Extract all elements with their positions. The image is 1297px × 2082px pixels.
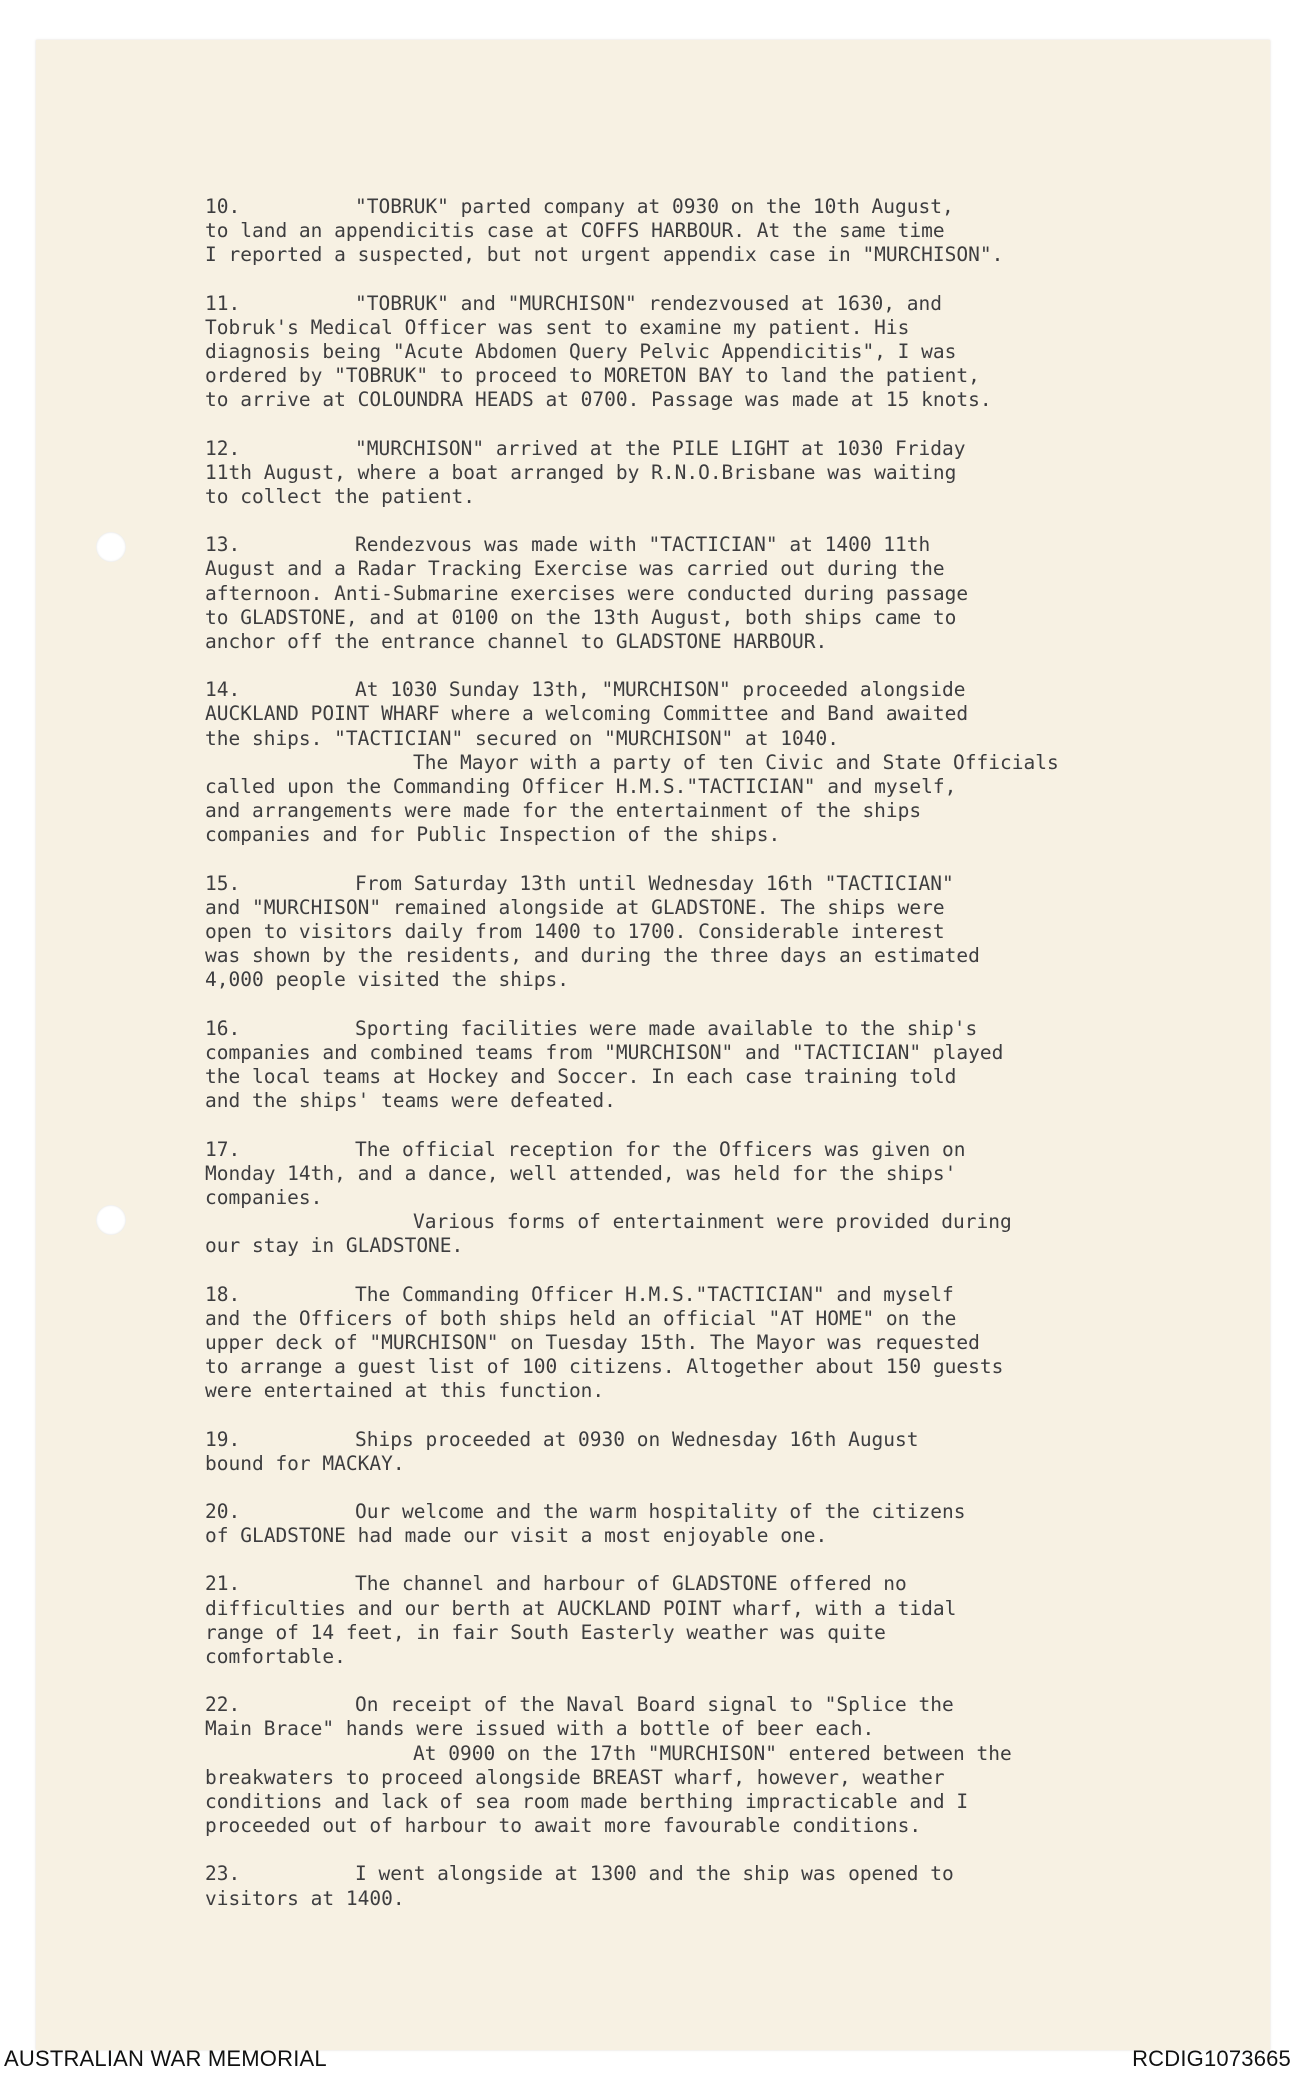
paragraph-line	[205, 630, 1265, 654]
paragraph-line	[205, 1790, 1265, 1814]
paragraph-line	[205, 1887, 1265, 1911]
paragraph-text: diagnosis being "Acute Abdomen Query Pelvic Appendicitis", I was	[205, 340, 957, 364]
paragraph-text: At 0900 on the 17th "MURCHISON" entered between the	[413, 1741, 1012, 1765]
paragraph-line	[205, 1766, 1265, 1790]
paragraph-text: to land an appendicitis case at COFFS HARBOUR. At the same time	[205, 219, 945, 243]
numbered-paragraph	[205, 1572, 1265, 1669]
paragraph-text: upper deck of "MURCHISON" on Tuesday 15th. The Mayor was requested	[205, 1330, 980, 1354]
paragraph-line	[205, 195, 1265, 219]
paragraph-text: On receipt of the Naval Board signal to "Splice the	[355, 1693, 954, 1717]
paragraph-text: "MURCHISON" arrived at the PILE LIGHT at 1030 Friday	[355, 436, 966, 460]
paragraph-number: 16.	[205, 1016, 241, 1040]
paragraph-text: to arrive at COLOUNDRA HEADS at 0700. Passage was made at 15 knots.	[205, 388, 992, 412]
paragraph-line	[205, 461, 1265, 485]
numbered-paragraph	[205, 1862, 1265, 1910]
archive-document-id: RCDIG1073665	[1132, 2046, 1291, 2071]
paragraph-text: AUCKLAND POINT WHARF where a welcoming Committee and Band awaited	[205, 702, 969, 726]
numbered-paragraph	[205, 1017, 1265, 1114]
paragraph-line	[205, 1210, 1265, 1234]
paragraph-line	[205, 1162, 1265, 1186]
paragraph-number: 17.	[205, 1137, 241, 1161]
paragraph-line	[205, 1428, 1265, 1452]
numbered-paragraph	[205, 678, 1265, 847]
paragraph-text: the local teams at Hockey and Soccer. In each case training told	[205, 1065, 957, 1089]
paragraph-number: 12.	[205, 436, 241, 460]
paragraph-text: comfortable.	[205, 1644, 346, 1668]
paragraph-line	[205, 292, 1265, 316]
paragraph-line	[205, 1355, 1265, 1379]
paragraph-text: I reported a suspected, but not urgent appendix case in "MURCHISON".	[205, 243, 1004, 267]
paragraph-text: At 1030 Sunday 13th, "MURCHISON" proceeded alongside	[355, 678, 966, 702]
paragraph-line	[205, 1379, 1265, 1403]
numbered-paragraph	[205, 195, 1265, 268]
paragraph-line	[205, 1041, 1265, 1065]
paragraph-line	[205, 437, 1265, 461]
paragraph-line	[205, 485, 1265, 509]
paragraph-line	[205, 316, 1265, 340]
paragraph-line	[205, 219, 1265, 243]
paragraph-text: to arrange a guest list of 100 citizens. Altogether about 150 guests	[205, 1355, 1004, 1379]
punch-hole	[96, 532, 126, 562]
paragraph-text: to GLADSTONE, and at 0100 on the 13th August, both ships came to	[205, 605, 957, 629]
paragraph-line	[205, 1283, 1265, 1307]
paragraph-text: Tobruk's Medical Officer was sent to examine my patient. His	[205, 315, 910, 339]
paragraph-line	[205, 364, 1265, 388]
paragraph-text: proceeded out of harbour to await more favourable conditions.	[205, 1814, 922, 1838]
paragraph-text: and the ships' teams were defeated.	[205, 1089, 616, 1113]
paragraph-line	[205, 1234, 1265, 1258]
paragraph-number: 19.	[205, 1427, 241, 1451]
paragraph-line	[205, 1621, 1265, 1645]
paragraph-text: Main Brace" hands were issued with a bottle of beer each.	[205, 1717, 875, 1741]
paragraph-line	[205, 727, 1265, 751]
archive-source-label: AUSTRALIAN WAR MEMORIAL	[4, 2046, 327, 2071]
paragraph-text: ordered by "TOBRUK" to proceed to MORETON BAY to land the patient,	[205, 364, 980, 388]
paragraph-line	[205, 1645, 1265, 1669]
numbered-paragraph	[205, 437, 1265, 510]
numbered-paragraph	[205, 292, 1265, 413]
paragraph-line	[205, 340, 1265, 364]
paragraph-text: bound for MACKAY.	[205, 1451, 405, 1475]
paragraph-number: 18.	[205, 1282, 241, 1306]
paragraph-text: From Saturday 13th until Wednesday 16th "TACTICIAN"	[355, 871, 954, 895]
numbered-paragraph	[205, 1693, 1265, 1838]
paragraph-line	[205, 799, 1265, 823]
paragraph-text: Various forms of entertainment were provided during	[413, 1210, 1012, 1234]
paragraph-line	[205, 606, 1265, 630]
paragraph-text: Ships proceeded at 0930 on Wednesday 16th August	[355, 1427, 919, 1451]
paragraph-line	[205, 1717, 1265, 1741]
paragraph-text: "TOBRUK" parted company at 0930 on the 10th August,	[355, 195, 954, 218]
numbered-paragraph	[205, 1500, 1265, 1548]
paragraph-text: conditions and lack of sea room made berthing impracticable and I	[205, 1789, 969, 1813]
paragraph-text: were entertained at this function.	[205, 1379, 605, 1403]
paragraph-text: range of 14 feet, in fair South Easterly weather was quite	[205, 1620, 886, 1644]
paragraph-line	[205, 1500, 1265, 1524]
paragraph-line	[205, 1138, 1265, 1162]
paragraph-text: August and a Radar Tracking Exercise was carried out during the	[205, 557, 945, 581]
paragraph-number: 21.	[205, 1572, 241, 1596]
paragraph-line	[205, 1452, 1265, 1476]
punch-hole	[96, 1205, 126, 1235]
paragraph-text: Our welcome and the warm hospitality of the citizens	[355, 1499, 966, 1523]
paragraph-text: The channel and harbour of GLADSTONE offered no	[355, 1572, 907, 1596]
numbered-paragraph	[205, 1283, 1265, 1404]
paragraph-text: The Commanding Officer H.M.S."TACTICIAN" and myself	[355, 1282, 954, 1306]
paragraph-text: was shown by the residents, and during the three days an estimated	[205, 944, 980, 968]
paragraph-line	[205, 896, 1265, 920]
paragraph-line	[205, 823, 1265, 847]
paragraph-number: 11.	[205, 291, 241, 315]
paragraph-line	[205, 1186, 1265, 1210]
paragraph-text: companies.	[205, 1185, 323, 1209]
paragraph-text: of GLADSTONE had made our visit a most enjoyable one.	[205, 1524, 828, 1548]
paragraph-number: 10.	[205, 195, 241, 218]
paragraph-line	[205, 1814, 1265, 1838]
paragraph-line	[205, 1572, 1265, 1596]
paragraph-text: I went alongside at 1300 and the ship was opened to	[355, 1862, 954, 1886]
numbered-paragraph	[205, 1138, 1265, 1259]
paragraph-text: our stay in GLADSTONE.	[205, 1234, 464, 1258]
paragraph-text: to collect the patient.	[205, 485, 476, 509]
paragraph-line	[205, 1331, 1265, 1355]
paragraph-line	[205, 582, 1265, 606]
paragraph-text: and arrangements were made for the entertainment of the ships	[205, 799, 922, 823]
paragraph-line	[205, 388, 1265, 412]
paragraph-number: 14.	[205, 678, 241, 702]
paragraph-line	[205, 751, 1265, 775]
paragraph-text: the ships. "TACTICIAN" secured on "MURCHISON" at 1040.	[205, 726, 839, 750]
paragraph-number: 13.	[205, 533, 241, 557]
paragraph-line	[205, 944, 1265, 968]
paragraph-text: afternoon. Anti-Submarine exercises were conducted during passage	[205, 581, 969, 605]
paragraph-text: Monday 14th, and a dance, well attended, was held for the ships'	[205, 1161, 957, 1185]
paragraph-line	[205, 1524, 1265, 1548]
paragraph-text: breakwaters to proceed alongside BREAST wharf, however, weather	[205, 1765, 945, 1789]
paragraph-text: The official reception for the Officers was given on	[355, 1137, 966, 1161]
paragraph-text: The Mayor with a party of ten Civic and State Officials	[413, 750, 1059, 774]
paragraph-line	[205, 1742, 1265, 1766]
paragraph-text: Rendezvous was made with "TACTICIAN" at 1400 11th	[355, 533, 931, 557]
paragraph-number: 23.	[205, 1862, 241, 1886]
paragraph-text: difficulties and our berth at AUCKLAND POINT wharf, with a tidal	[205, 1596, 957, 1620]
paragraph-line	[205, 702, 1265, 726]
paragraph-text: 11th August, where a boat arranged by R.N.O.Brisbane was waiting	[205, 460, 957, 484]
typed-report-body	[205, 195, 1265, 1935]
paragraph-text: Sporting facilities were made available to the ship's	[355, 1016, 978, 1040]
paragraph-text: open to visitors daily from 1400 to 1700. Considerable interest	[205, 920, 945, 944]
paragraph-line	[205, 968, 1265, 992]
paragraph-line	[205, 243, 1265, 267]
paragraph-text: companies and combined teams from "MURCHISON" and "TACTICIAN" played	[205, 1040, 1004, 1064]
paragraph-text: called upon the Commanding Officer H.M.S."TACTICIAN" and myself,	[205, 775, 957, 799]
paragraph-text: "TOBRUK" and "MURCHISON" rendezvoused at 1630, and	[355, 291, 942, 315]
paragraph-text: and "MURCHISON" remained alongside at GLADSTONE. The ships were	[205, 895, 945, 919]
paragraph-number: 15.	[205, 871, 241, 895]
paragraph-line	[205, 557, 1265, 581]
numbered-paragraph	[205, 533, 1265, 654]
paragraph-text: companies and for Public Inspection of the ships.	[205, 823, 781, 847]
paragraph-line	[205, 1089, 1265, 1113]
paragraph-line	[205, 1065, 1265, 1089]
paragraph-text: visitors at 1400.	[205, 1886, 405, 1910]
paragraph-number: 22.	[205, 1693, 241, 1717]
paragraph-text: and the Officers of both ships held an official "AT HOME" on the	[205, 1306, 957, 1330]
paragraph-line	[205, 678, 1265, 702]
numbered-paragraph	[205, 872, 1265, 993]
paragraph-line	[205, 920, 1265, 944]
paragraph-line	[205, 1693, 1265, 1717]
numbered-paragraph	[205, 1428, 1265, 1476]
paragraph-line	[205, 533, 1265, 557]
paragraph-line	[205, 1862, 1265, 1886]
paragraph-text: 4,000 people visited the ships.	[205, 968, 569, 992]
paragraph-line	[205, 1307, 1265, 1331]
paragraph-text: anchor off the entrance channel to GLADSTONE HARBOUR.	[205, 630, 828, 654]
paragraph-line	[205, 775, 1265, 799]
paragraph-number: 20.	[205, 1499, 241, 1523]
paragraph-line	[205, 872, 1265, 896]
paragraph-line	[205, 1017, 1265, 1041]
paragraph-line	[205, 1597, 1265, 1621]
